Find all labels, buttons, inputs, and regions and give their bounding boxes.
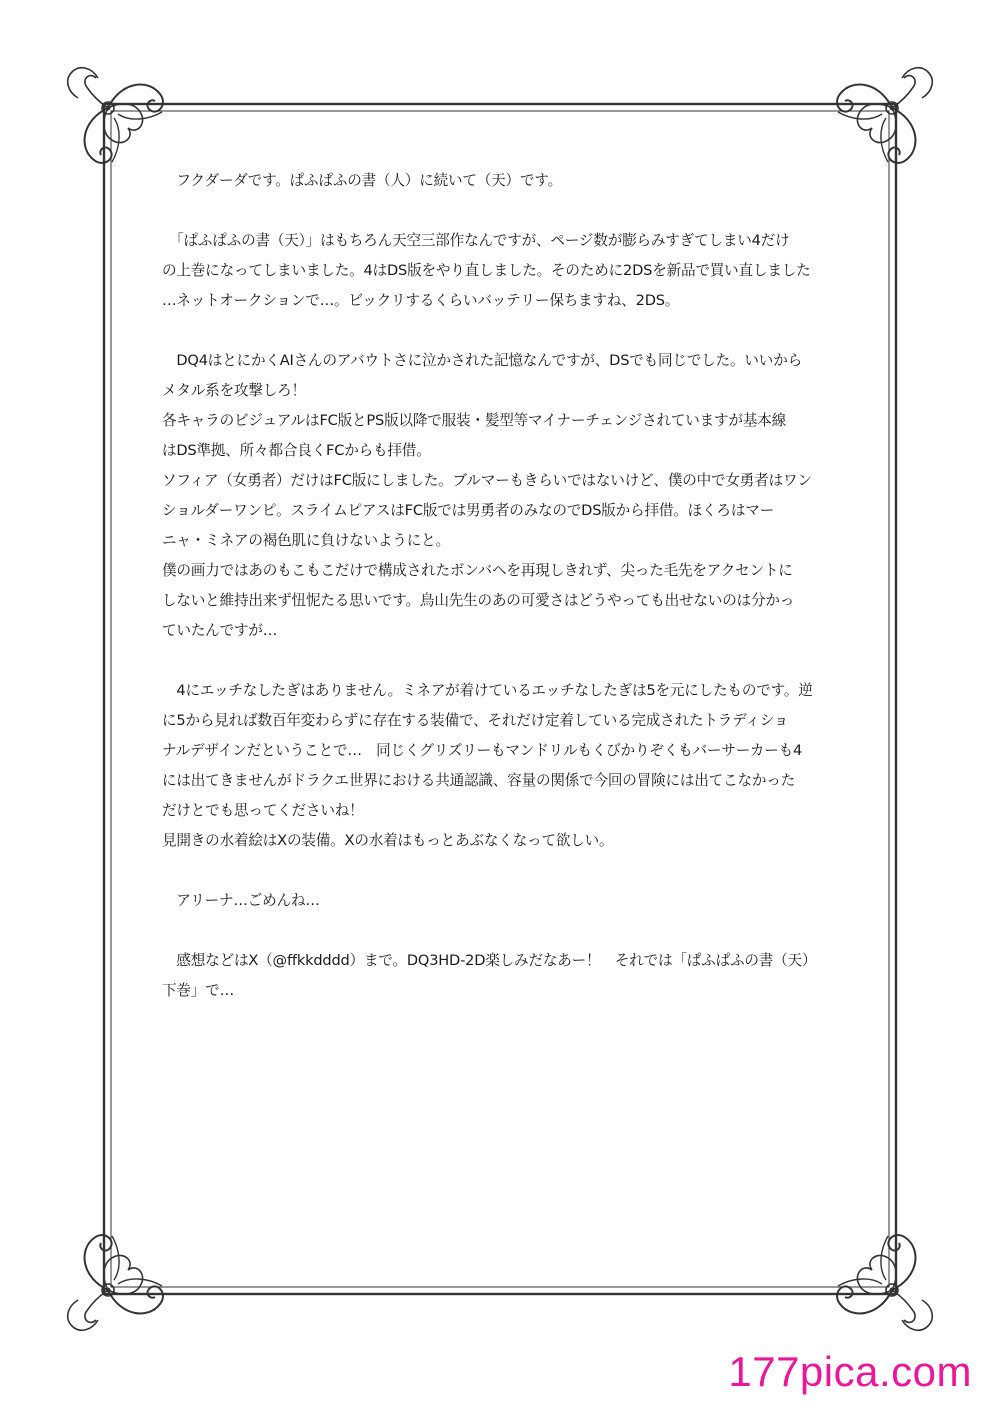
text-line: だけとでも思ってくださいね！ xyxy=(162,802,364,819)
scroll-ornament-icon xyxy=(68,68,163,163)
text-line: ニャ・ミネアの褐色肌に負けないようにと。 xyxy=(162,532,450,549)
text-line: ショルダーワンピ。スライムピアスはFC版では男勇者のみなのでDS版から拝借。ほくろはマー xyxy=(162,502,774,519)
text-line: …ネットオークションで…。ビックリするくらいバッテリー保ちますね、2DS。 xyxy=(162,292,680,309)
text-line: メタル系を攻撃しろ！ xyxy=(162,382,306,399)
text-line: ナルデザインだということで… 同じくグリズリーもマンドリルもくびかりぞくもバーサーカーも4 xyxy=(162,742,803,759)
paragraph xyxy=(162,346,842,646)
paragraph xyxy=(162,226,842,316)
paragraph xyxy=(162,676,842,856)
text-line: 感想などはX（@ffkkdddd）まで。DQ3HD-2D楽しみだなあー！ それでは「ぱふぱふの書（天） xyxy=(162,952,817,969)
text-line: ていたんですが… xyxy=(162,622,278,639)
text-line: はDS準拠、所々都合良くFCからも拝借。 xyxy=(162,442,431,459)
text-line: DQ4はとにかくAIさんのアバウトさに泣かされた記憶なんですが、DSでも同じでした。いいから xyxy=(162,352,802,369)
watermark: 177pica.com xyxy=(728,1348,972,1395)
paragraph xyxy=(162,946,842,1006)
scroll-ornament-icon xyxy=(837,1235,932,1330)
text-line: ソフィア（女勇者）だけはFC版にしました。ブルマーもきらいではないけど、僕の中で女勇者はワン xyxy=(162,472,812,489)
text-line: に5から見れば数百年変わらずに存在する装備で、それだけ定着している完成されたトラディショ xyxy=(162,712,789,729)
text-line: 見開きの水着絵はXの装備。Xの水着はもっとあぶなくなって欲しい。 xyxy=(162,832,614,849)
text-line: 「ぱふぱふの書（天）」はもちろん天空三部作なんですが、ページ数が膨らみすぎてしまい4だけ xyxy=(162,232,790,249)
text-line: アリーナ…ごめんね… xyxy=(162,892,320,909)
text-line: 僕の画力ではあのもこもこだけで構成されたボンバヘを再現しきれず、尖った毛先をアクセントに xyxy=(162,562,793,579)
paragraph xyxy=(162,886,842,916)
text-line: 4にエッチなしたぎはありません。ミネアが着けているエッチなしたぎは5を元にしたものです。逆 xyxy=(162,682,813,699)
text-line: の上巻になってしまいました。4はDS版をやり直しました。そのために2DSを新品で買い直しました xyxy=(162,262,811,279)
scroll-ornament-icon xyxy=(837,68,932,163)
text-line: 各キャラのビジュアルはFC版とPS版以降で服装・髪型等マイナーチェンジされていますが基本線 xyxy=(162,412,787,429)
paragraph xyxy=(162,166,842,196)
scroll-ornament-icon xyxy=(68,1235,163,1330)
body-text xyxy=(162,166,842,1036)
text-line: しないと維持出来ず忸怩たる思いです。鳥山先生のあの可愛さはどうやっても出せないのは分かっ xyxy=(162,592,795,609)
text-line: フクダーダです。ぱふぱふの書（人）に続いて（天）です。 xyxy=(162,172,562,189)
text-line: には出てきませんがドラクエ世界における共通認識、容量の関係で今回の冒険には出てこなかった xyxy=(162,772,796,789)
text-line: 下巻」で… xyxy=(162,982,234,999)
